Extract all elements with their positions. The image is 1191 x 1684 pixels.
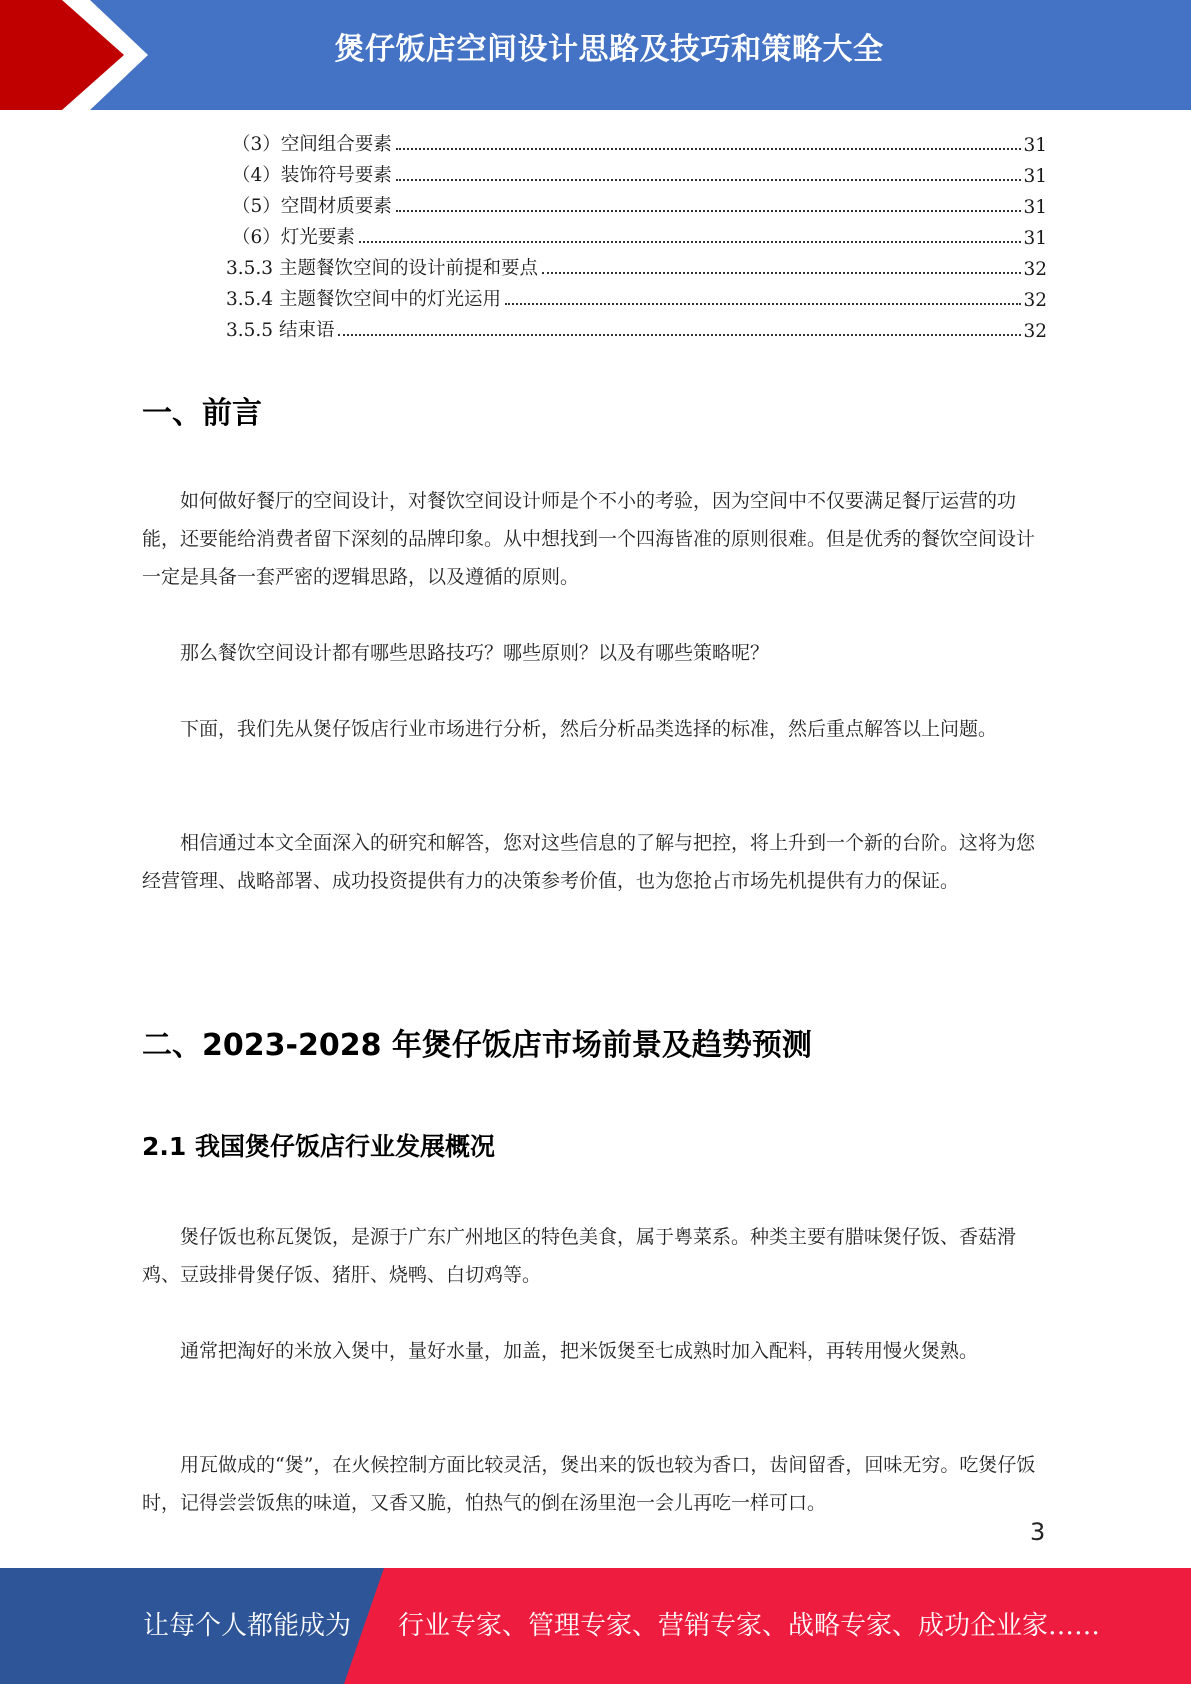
paragraph: 那么餐饮空间设计都有哪些思路技巧？哪些原则？以及有哪些策略呢？ <box>180 642 770 664</box>
toc-entry-label: 3.5.5 结束语 <box>226 320 335 341</box>
toc-leader-dots <box>505 303 1021 305</box>
paragraph: 煲仔饭也称瓦煲饭，是源于广东广州地区的特色美食，属于粤菜系。种类主要有腊味煲仔饭、香菇滑鸡、豆豉排骨煲仔饭、猪肝、烧鸭、白切鸡等。 <box>142 1226 1017 1286</box>
document-title: 煲仔饭店空间设计思路及技巧和策略大全 <box>334 32 884 67</box>
footer-slogan-left: 让每个人都能成为 <box>143 1611 352 1641</box>
toc-entry-page: 32 <box>1023 259 1047 280</box>
toc-leader-dots <box>338 334 1021 336</box>
section-heading-market-forecast: 二、2023-2028 年煲仔饭店市场前景及趋势预测 <box>142 1028 812 1063</box>
paragraph: 相信通过本文全面深入的研究和解答，您对这些信息的了解与把控，将上升到一个新的台阶。这将为您经营管理、战略部署、成功投资提供有力的决策参考价值，也为您抢占市场先机提供有力的保证。 <box>142 832 1036 892</box>
toc-entry[interactable] <box>232 221 1047 249</box>
page-footer <box>0 1568 1191 1684</box>
page-number: 3 <box>1030 1518 1046 1546</box>
toc-entry-page: 31 <box>1023 197 1047 218</box>
toc-leader-dots <box>396 210 1022 212</box>
toc-entry-label: （4）装饰符号要素 <box>232 165 392 186</box>
subsection-heading-overview: 2.1 我国煲仔饭店行业发展概况 <box>142 1132 495 1161</box>
toc-entry-page: 31 <box>1023 166 1047 187</box>
toc-entry[interactable] <box>226 283 1047 311</box>
toc-entry-label: 3.5.4 主题餐饮空间中的灯光运用 <box>226 289 501 310</box>
toc-leader-dots <box>396 179 1022 181</box>
paragraph: 用瓦做成的“煲”，在火候控制方面比较灵活，煲出来的饭也较为香口，齿间留香，回味无穷。吃煲仔饭时，记得尝尝饭焦的味道，又香又脆，怕热气的倒在汤里泡一会儿再吃一样可口。 <box>142 1454 1036 1514</box>
toc-leader-dots <box>359 241 1022 243</box>
toc-entry-page: 31 <box>1023 228 1047 249</box>
paragraph: 如何做好餐厅的空间设计，对餐饮空间设计师是个不小的考验，因为空间中不仅要满足餐厅运营的功能，还要能给消费者留下深刻的品牌印象。从中想找到一个四海皆准的原则很难。但是优秀的餐饮空间设计一定是具备一套严密的逻辑思路，以及遵循的原则。 <box>142 490 1036 588</box>
toc-entry[interactable] <box>232 128 1047 156</box>
paragraph: 下面，我们先从煲仔饭店行业市场进行分析，然后分析品类选择的标准，然后重点解答以上问题。 <box>180 718 998 740</box>
paragraph: 通常把淘好的米放入煲中，量好水量，加盖，把米饭煲至七成熟时加入配料，再转用慢火煲熟。 <box>180 1340 979 1362</box>
toc-entry[interactable] <box>232 190 1047 218</box>
section-heading-preface: 一、前言 <box>142 396 262 431</box>
toc-entry[interactable] <box>226 314 1047 342</box>
toc-leader-dots <box>396 148 1022 150</box>
toc-leader-dots <box>542 272 1021 274</box>
toc-entry-page: 32 <box>1023 321 1047 342</box>
toc-entry-label: （6）灯光要素 <box>232 227 355 248</box>
toc-entry-label: （3）空间组合要素 <box>232 134 392 155</box>
page-header <box>0 0 1191 110</box>
footer-slogan-right: 行业专家、管理专家、营销专家、战略专家、成功企业家…… <box>398 1611 1101 1641</box>
toc-entry[interactable] <box>232 159 1047 187</box>
toc-entry-label: （5）空間材质要素 <box>232 196 392 217</box>
toc-entry-page: 31 <box>1023 135 1047 156</box>
toc-entry-page: 32 <box>1023 290 1047 311</box>
toc-entry-label: 3.5.3 主题餐饮空间的设计前提和要点 <box>226 258 538 279</box>
toc-entry[interactable] <box>226 252 1047 280</box>
